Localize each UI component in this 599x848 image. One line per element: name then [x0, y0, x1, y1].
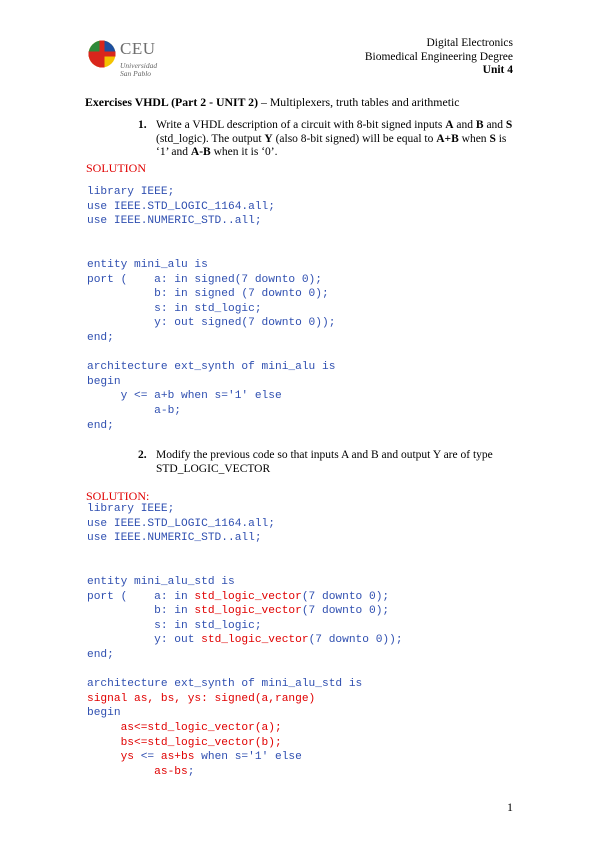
exercise-text: Modify the previous code so that inputs A and B and output Y are of type STD_LOGIC_VECTOR — [156, 449, 493, 475]
header-course: Digital Electronics — [426, 37, 513, 49]
logo-subtitle-1: Universidad — [120, 61, 158, 70]
page-number: 1 — [507, 800, 513, 814]
header-degree: Biomedical Engineering Degree — [364, 50, 513, 63]
code-block-1: library IEEE; use IEEE.STD_LOGIC_1164.all; use IEEE.NUMERIC_STD..all; entity mini_alu is port ( a: in signed(7 downto 0); b: in signed (7 downto 0); s: in std_logic; y: out signed(7 downto 0)); end; architecture ext_synth of mini_alu is begin y <= a+b when s='1' else a-b; end; — [87, 186, 336, 432]
ceu-emblem-icon — [87, 39, 117, 69]
exercise-2 — [140, 449, 520, 476]
header-unit: Unit 4 — [482, 64, 513, 76]
solution-label-1: SOLUTION — [86, 161, 146, 175]
document-title — [85, 95, 460, 110]
solution-label-2: SOLUTION: — [86, 489, 150, 503]
logo-name: CEU — [120, 39, 156, 58]
page-header — [365, 37, 513, 78]
title-bold: Exercises VHDL (Part 2 - UNIT 2) — [85, 95, 259, 109]
ceu-logo — [85, 35, 175, 79]
code-block-2: library IEEE; use IEEE.STD_LOGIC_1164.all; use IEEE.NUMERIC_STD..all; entity mini_alu_std is port ( a: in std_logic_vector(7 downto 0); b: in std_logic_vector(7 downto 0); s: in std_logic; y: out std_logic_vector(7 downto 0)); end; architecture ext_synth of mini_alu_std is signal as, bs, ys: signed(a,range) begin as<=std_logic_vector(a); bs<=std_logic_vector(b); ys <= as+bs when s='1' else as-bs; — [87, 503, 403, 778]
exercise-text: Write a VHDL description of a circuit with 8-bit signed inputs A and B and S (std_logic). The output Y (also 8-bit signed) will be equal to A+B when S is ‘1’ and A-B when it is ‘0’. — [156, 119, 513, 159]
title-rest: – Multiplexers, truth tables and arithmetic — [258, 95, 460, 109]
exercise-number: 1. — [138, 119, 147, 131]
exercise-number: 2. — [138, 449, 147, 461]
logo-subtitle-2: San Pablo — [120, 69, 152, 78]
exercise-1 — [140, 119, 520, 160]
